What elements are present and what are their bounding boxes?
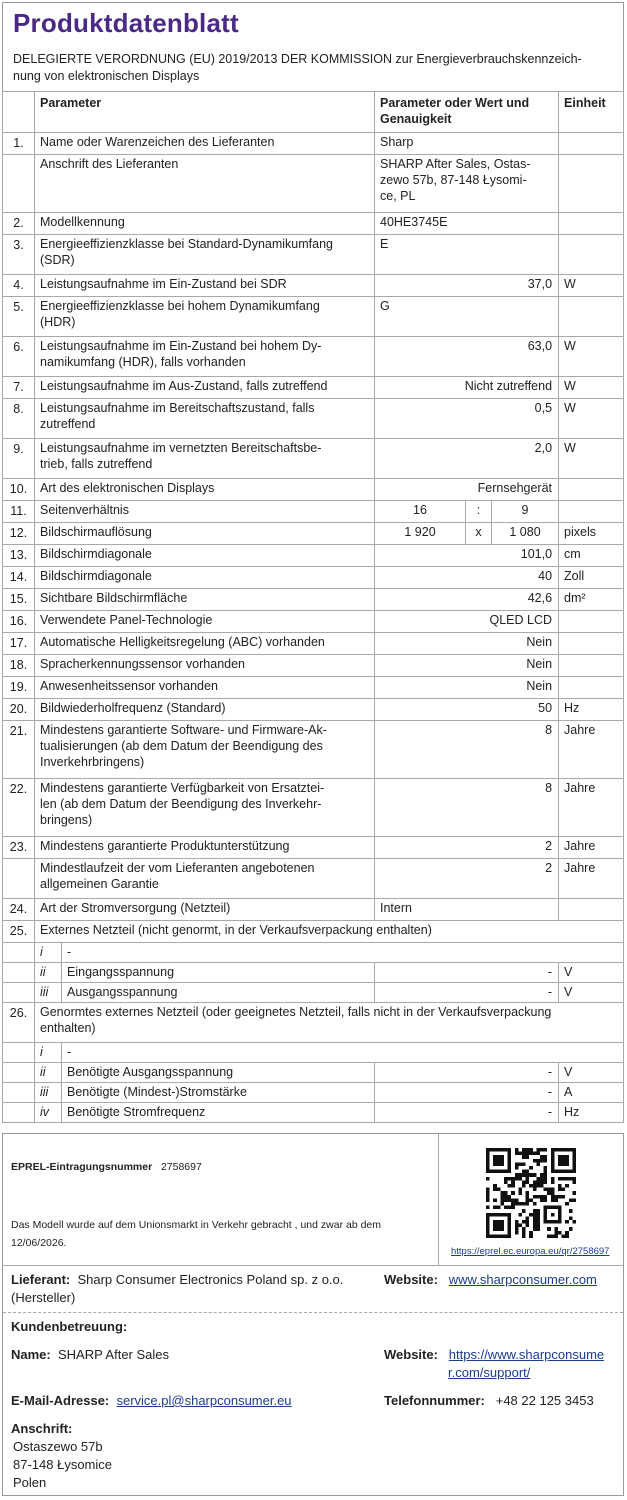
row-unit — [559, 479, 624, 501]
row-number — [3, 983, 35, 1003]
row-label: Leistungsaufnahme im Bereitschaftszustand, falls zutreffend — [35, 399, 375, 439]
table-row — [3, 297, 624, 337]
row-number: 1. — [3, 133, 35, 155]
row-label: Energieeffizienzklasse bei Standard-Dynamikumfang (SDR) — [35, 235, 375, 275]
subrow-label: - — [62, 943, 624, 963]
support-email-link[interactable]: service.pl@sharpconsumer.eu — [116, 1393, 292, 1408]
row-value-second: 9 — [492, 501, 559, 523]
row-number: 16. — [3, 611, 35, 633]
row-number: 10. — [3, 479, 35, 501]
row-number: 18. — [3, 655, 35, 677]
header-parameter: Parameter — [35, 92, 375, 133]
row-label: Bildwiederholfrequenz (Standard) — [35, 699, 375, 721]
row-value-second: 1 080 — [492, 523, 559, 545]
row-value: 2 — [375, 837, 559, 859]
supplier-role: (Hersteller) — [11, 1290, 76, 1305]
table-row — [3, 721, 624, 779]
qr-section — [439, 1134, 623, 1265]
table-row — [3, 655, 624, 677]
support-phone: +48 22 125 3453 — [495, 1393, 594, 1408]
subrow-label: Benötigte (Mindest-)Stromstärke — [62, 1083, 375, 1103]
row-label: Bildschirmdiagonale — [35, 545, 375, 567]
support-address-label: Anschrift: — [11, 1421, 73, 1436]
row-label: Art der Stromversorgung (Netzteil) — [35, 899, 375, 921]
address-line: Ostaszewo 57b — [13, 1439, 103, 1454]
row-label: Modellkennung — [35, 213, 375, 235]
row-number: 2. — [3, 213, 35, 235]
supplier-website-label: Website: — [384, 1272, 438, 1287]
row-number: 5. — [3, 297, 35, 337]
row-value: QLED LCD — [375, 611, 559, 633]
subrow-index: i — [35, 1043, 62, 1063]
row-value-separator: : — [466, 501, 492, 523]
table-subrow — [3, 1103, 624, 1123]
table-row — [3, 779, 624, 837]
row-unit: pixels — [559, 523, 624, 545]
row-number — [3, 155, 35, 213]
subrow-index: iii — [35, 983, 62, 1003]
row-number: 23. — [3, 837, 35, 859]
row-unit: Jahre — [559, 779, 624, 837]
row-label: Externes Netzteil (nicht genormt, in der Verkaufsverpackung enthalten) — [35, 921, 624, 943]
table-header-row — [3, 92, 624, 133]
row-value: Nein — [375, 655, 559, 677]
row-number — [3, 1083, 35, 1103]
row-number: 4. — [3, 275, 35, 297]
row-value: SHARP After Sales, Ostas- zewo 57b, 87-148 Łysomi- ce, PL — [375, 155, 559, 213]
table-row — [3, 439, 624, 479]
subrow-index: ii — [35, 1063, 62, 1083]
table-row — [3, 677, 624, 699]
table-subrow — [3, 963, 624, 983]
row-label: Verwendete Panel-Technologie — [35, 611, 375, 633]
subrow-unit: A — [559, 1083, 624, 1103]
table-row — [3, 545, 624, 567]
table-row — [3, 523, 624, 545]
subrow-value: - — [375, 1103, 559, 1123]
row-label: Mindestens garantierte Verfügbarkeit von Ersatztei- len (ab dem Datum der Beendigung des Inverkehr- bringens) — [35, 779, 375, 837]
row-unit — [559, 235, 624, 275]
support-website-link[interactable]: https://www.sharpconsume — [448, 1347, 605, 1362]
row-unit — [559, 501, 624, 523]
table-row — [3, 837, 624, 859]
row-value: 40 — [375, 567, 559, 589]
row-number: 21. — [3, 721, 35, 779]
table-row — [3, 921, 624, 943]
row-label: Energieeffizienzklasse bei hohem Dynamikumfang (HDR) — [35, 297, 375, 337]
row-value: 37,0 — [375, 275, 559, 297]
subrow-value: - — [375, 1063, 559, 1083]
subrow-label: Ausgangsspannung — [62, 983, 375, 1003]
support-email-label: E-Mail-Adresse: — [11, 1393, 110, 1408]
row-unit: Jahre — [559, 837, 624, 859]
row-label: Sichtbare Bildschirmfläche — [35, 589, 375, 611]
row-number: 14. — [3, 567, 35, 589]
regulation-line: nung von elektronischen Displays — [13, 69, 200, 83]
row-label: Mindestens garantierte Produktunterstützung — [35, 837, 375, 859]
row-unit: W — [559, 439, 624, 479]
table-row — [3, 859, 624, 899]
row-number — [3, 963, 35, 983]
row-value: 2,0 — [375, 439, 559, 479]
row-unit: Jahre — [559, 721, 624, 779]
table-row — [3, 699, 624, 721]
table-row — [3, 567, 624, 589]
supplier-name: Sharp Consumer Electronics Poland sp. z o.o. — [77, 1272, 344, 1287]
row-unit — [559, 633, 624, 655]
row-label: Leistungsaufnahme im Ein-Zustand bei SDR — [35, 275, 375, 297]
row-number: 6. — [3, 337, 35, 377]
support-heading: Kundenbetreuung: — [11, 1319, 128, 1334]
eprel-label: EPREL-Eintragungsnummer — [11, 1161, 153, 1173]
eprel-section — [3, 1134, 439, 1265]
row-value: Intern — [375, 899, 559, 921]
row-value: 101,0 — [375, 545, 559, 567]
row-number: 26. — [3, 1003, 35, 1043]
support-name-label: Name: — [11, 1347, 51, 1362]
row-number: 22. — [3, 779, 35, 837]
support-name-line — [11, 1346, 169, 1364]
row-value-separator: x — [466, 523, 492, 545]
row-label: Leistungsaufnahme im Ein-Zustand bei hohem Dy- namikumfang (HDR), falls vorhanden — [35, 337, 375, 377]
row-number: 7. — [3, 377, 35, 399]
row-number — [3, 943, 35, 963]
parameter-table — [2, 91, 624, 1123]
row-unit: W — [559, 399, 624, 439]
supplier-website-link[interactable]: www.sharpconsumer.com — [448, 1272, 597, 1287]
table-row — [3, 133, 624, 155]
address-line: Polen — [13, 1475, 47, 1490]
row-value: E — [375, 235, 559, 275]
table-subrow — [3, 1083, 624, 1103]
supplier-line — [11, 1271, 343, 1289]
table-row — [3, 479, 624, 501]
subrow-unit: Hz — [559, 1103, 624, 1123]
table-row — [3, 155, 624, 213]
row-label: Bildschirmdiagonale — [35, 567, 375, 589]
table-row — [3, 1003, 624, 1043]
table-subrow — [3, 983, 624, 1003]
row-unit: W — [559, 377, 624, 399]
row-value: 42,6 — [375, 589, 559, 611]
row-label: Genormtes externes Netzteil (oder geeignetes Netzteil, falls nicht in der Verkaufsverpackung enthalten) — [35, 1003, 624, 1043]
row-unit: dm² — [559, 589, 624, 611]
row-number: 8. — [3, 399, 35, 439]
address-line: 87-148 Łysomice — [13, 1457, 112, 1472]
support-name: SHARP After Sales — [57, 1347, 170, 1362]
supplier-info-block — [2, 1133, 624, 1496]
subrow-value: - — [375, 1083, 559, 1103]
row-number: 9. — [3, 439, 35, 479]
row-unit — [559, 899, 624, 921]
row-unit: Zoll — [559, 567, 624, 589]
table-row — [3, 399, 624, 439]
row-unit — [559, 213, 624, 235]
row-label: Leistungsaufnahme im Aus-Zustand, falls zutreffend — [35, 377, 375, 399]
subrow-unit: V — [559, 1063, 624, 1083]
subrow-unit: V — [559, 983, 624, 1003]
table-row — [3, 235, 624, 275]
table-subrow — [3, 1063, 624, 1083]
market-placement-text: Das Modell wurde auf dem Unionsmarkt in Verkehr gebracht , und zwar ab dem 12/06/2026. — [11, 1219, 382, 1249]
row-unit — [559, 655, 624, 677]
supplier-label: Lieferant: — [11, 1272, 71, 1287]
qr-code-icon[interactable] — [486, 1148, 576, 1238]
row-number: 11. — [3, 501, 35, 523]
eprel-number: 2758697 — [160, 1161, 202, 1173]
row-number: 20. — [3, 699, 35, 721]
divider — [3, 1265, 623, 1266]
row-value: G — [375, 297, 559, 337]
row-unit: W — [559, 275, 624, 297]
row-number — [3, 1063, 35, 1083]
support-website-line — [384, 1346, 604, 1364]
header-value: Parameter oder Wert und Genauigkeit — [375, 92, 559, 133]
row-number — [3, 1103, 35, 1123]
table-row — [3, 899, 624, 921]
row-label: Name oder Warenzeichen des Lieferanten — [35, 133, 375, 155]
subrow-index: i — [35, 943, 62, 963]
row-unit — [559, 677, 624, 699]
row-unit: Hz — [559, 699, 624, 721]
row-value: 40HE3745E — [375, 213, 559, 235]
table-subrow — [3, 943, 624, 963]
support-website-link-cont[interactable]: r.com/support/ — [448, 1365, 531, 1380]
regulation-line: DELEGIERTE VERORDNUNG (EU) 2019/2013 DER KOMMISSION zur Energieverbrauchskennzeich- — [13, 52, 582, 66]
row-value: Sharp — [375, 133, 559, 155]
eprel-registration — [11, 1161, 202, 1173]
row-number: 12. — [3, 523, 35, 545]
row-value: 63,0 — [375, 337, 559, 377]
subrow-index: iv — [35, 1103, 62, 1123]
subrow-label: Benötigte Stromfrequenz — [62, 1103, 375, 1123]
row-value: 8 — [375, 721, 559, 779]
row-unit: Jahre — [559, 859, 624, 899]
row-value: 2 — [375, 859, 559, 899]
row-unit — [559, 297, 624, 337]
support-phone-label: Telefonnummer: — [384, 1393, 485, 1408]
row-value-first: 16 — [375, 501, 466, 523]
table-row — [3, 633, 624, 655]
subrow-label: Benötigte Ausgangsspannung — [62, 1063, 375, 1083]
row-unit — [559, 611, 624, 633]
table-row — [3, 377, 624, 399]
supplier-website-line — [384, 1271, 597, 1289]
support-phone-line — [384, 1392, 594, 1410]
row-number: 24. — [3, 899, 35, 921]
divider-dashed — [3, 1312, 623, 1313]
row-value: 0,5 — [375, 399, 559, 439]
row-label: Art des elektronischen Displays — [35, 479, 375, 501]
table-subrow — [3, 1043, 624, 1063]
row-number: 25. — [3, 921, 35, 943]
subrow-label: - — [62, 1043, 624, 1063]
table-row — [3, 611, 624, 633]
eprel-qr-link[interactable]: https://eprel.ec.europa.eu/qr/2758697 — [451, 1246, 610, 1257]
subrow-index: iii — [35, 1083, 62, 1103]
row-label: Mindestlaufzeit der vom Lieferanten angebotenen allgemeinen Garantie — [35, 859, 375, 899]
table-row — [3, 589, 624, 611]
support-email-line — [11, 1392, 292, 1410]
table-row — [3, 213, 624, 235]
row-unit: cm — [559, 545, 624, 567]
row-value: 8 — [375, 779, 559, 837]
subrow-unit: V — [559, 963, 624, 983]
row-number: 19. — [3, 677, 35, 699]
row-label: Anwesenheitssensor vorhanden — [35, 677, 375, 699]
subrow-label: Eingangsspannung — [62, 963, 375, 983]
row-number: 3. — [3, 235, 35, 275]
row-value-first: 1 920 — [375, 523, 466, 545]
header-unit: Einheit — [559, 92, 624, 133]
row-value: Nein — [375, 677, 559, 699]
regulation-text — [13, 51, 613, 85]
row-label: Anschrift des Lieferanten — [35, 155, 375, 213]
row-number: 13. — [3, 545, 35, 567]
subrow-value: - — [375, 983, 559, 1003]
row-value: Nicht zutreffend — [375, 377, 559, 399]
row-label: Bildschirmauflösung — [35, 523, 375, 545]
subrow-value: - — [375, 963, 559, 983]
row-number — [3, 1043, 35, 1063]
subrow-index: ii — [35, 963, 62, 983]
row-label: Spracherkennungssensor vorhanden — [35, 655, 375, 677]
row-value: 50 — [375, 699, 559, 721]
row-unit — [559, 133, 624, 155]
support-website-label: Website: — [384, 1347, 438, 1362]
table-row — [3, 501, 624, 523]
row-label: Automatische Helligkeitsregelung (ABC) vorhanden — [35, 633, 375, 655]
row-number: 17. — [3, 633, 35, 655]
table-row — [3, 337, 624, 377]
row-label: Mindestens garantierte Software- und Firmware-Ak- tualisierungen (ab dem Datum der Beendigung des Inverkehrbringens) — [35, 721, 375, 779]
page-title: Produktdatenblatt — [13, 8, 239, 38]
row-unit — [559, 155, 624, 213]
row-unit: W — [559, 337, 624, 377]
header-num — [3, 92, 35, 133]
row-number — [3, 859, 35, 899]
table-row — [3, 275, 624, 297]
row-value: Nein — [375, 633, 559, 655]
row-label: Leistungsaufnahme im vernetzten Bereitschaftsbe- trieb, falls zutreffend — [35, 439, 375, 479]
row-value: Fernsehgerät — [375, 479, 559, 501]
row-label: Seitenverhältnis — [35, 501, 375, 523]
row-number: 15. — [3, 589, 35, 611]
